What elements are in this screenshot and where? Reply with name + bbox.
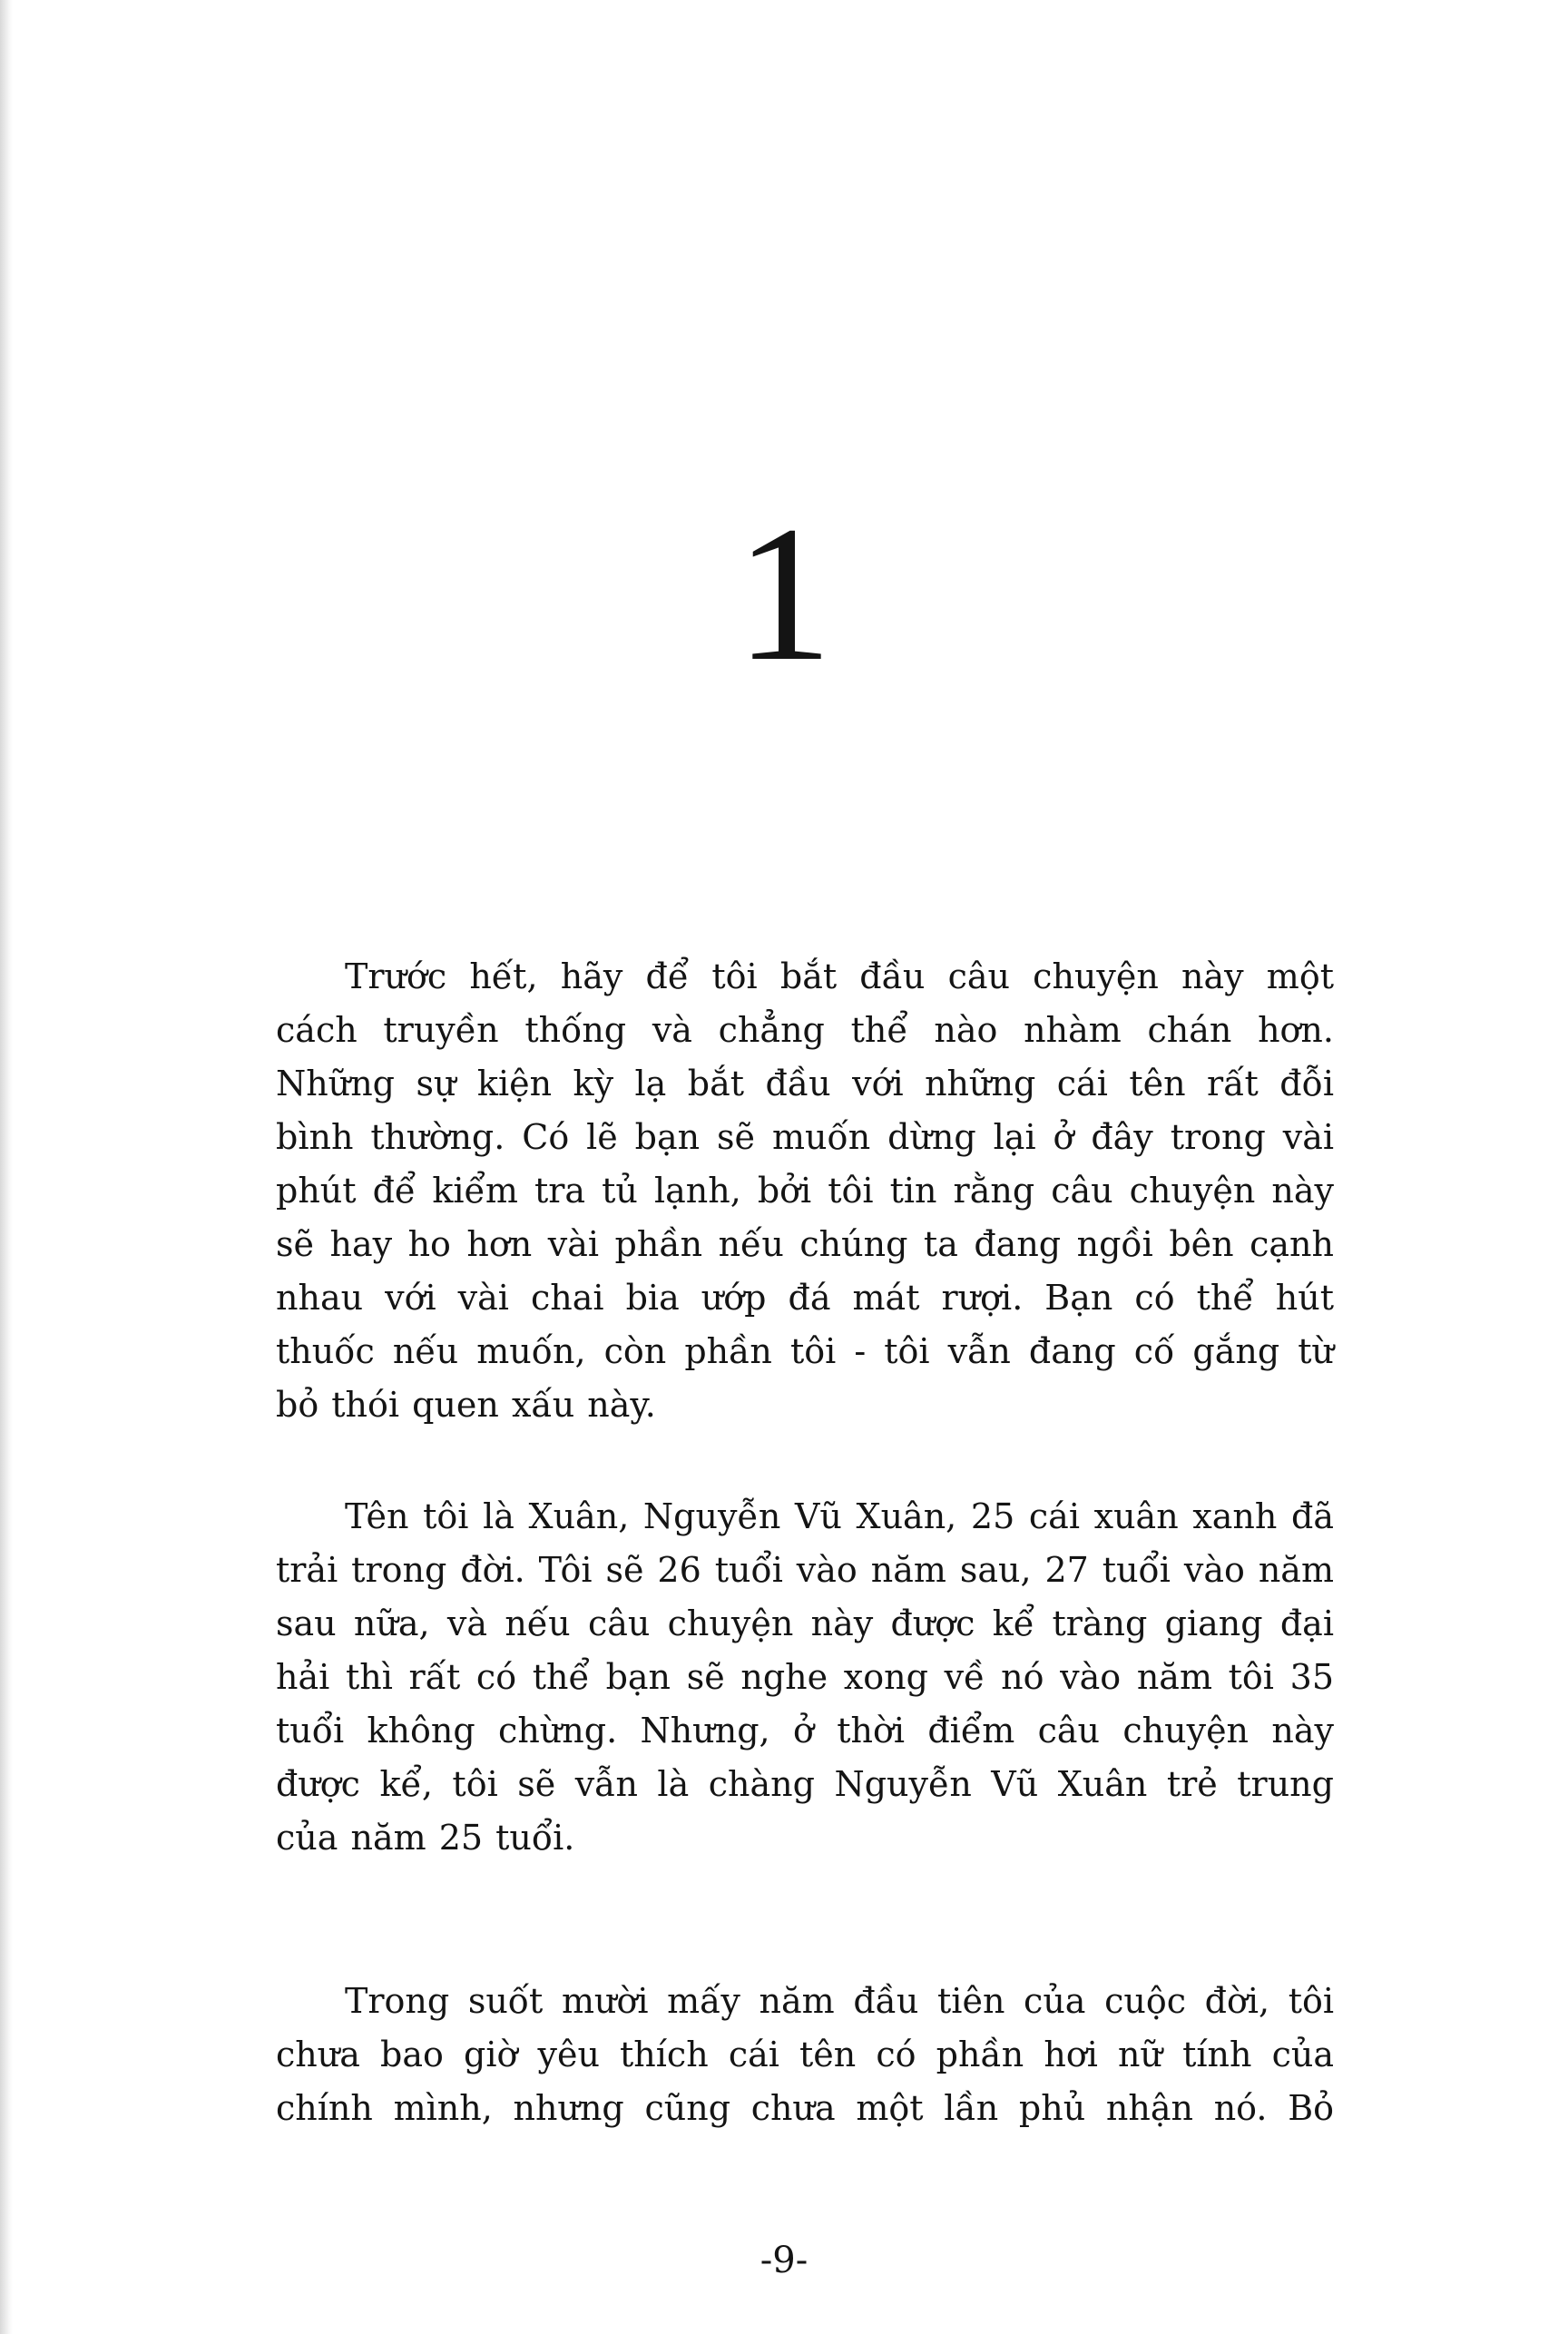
paragraph-line: Trước hết, hãy để tôi bắt đầu câu chuyện này một [345, 956, 1334, 996]
page-number: -9- [760, 2240, 808, 2281]
chapter-number: 1 [735, 486, 833, 701]
paragraph-line: thuốc nếu muốn, còn phần tôi - tôi vẫn đang cố gắng từ [276, 1331, 1334, 1371]
paragraph-line: được kể, tôi sẽ vẫn là chàng Nguyễn Vũ Xuân trẻ trung [276, 1764, 1334, 1804]
paragraph-line: sẽ hay ho hơn vài phần nếu chúng ta đang ngồi bên cạnh [276, 1224, 1334, 1264]
paragraph-line: Những sự kiện kỳ lạ bắt đầu với những cái tên rất đỗi [276, 1064, 1334, 1103]
paragraph-line: sau nữa, và nếu câu chuyện này được kể tràng giang đại [276, 1603, 1334, 1643]
paragraph-line: bỏ thói quen xấu này. [276, 1385, 656, 1425]
paragraph-line: trải trong đời. Tôi sẽ 26 tuổi vào năm sau, 27 tuổi vào năm [276, 1550, 1334, 1590]
paragraph-line: chính mình, nhưng cũng chưa một lần phủ nhận nó. Bỏ [276, 2088, 1334, 2128]
paragraph-line: phút để kiểm tra tủ lạnh, bởi tôi tin rằng câu chuyện này [276, 1171, 1334, 1211]
paragraph-line: cách truyền thống và chẳng thể nào nhàm chán hơn. [276, 1010, 1334, 1050]
paragraph-line: Trong suốt mười mấy năm đầu tiên của cuộc đời, tôi [345, 1981, 1334, 2021]
paragraph-line: hải thì rất có thể bạn sẽ nghe xong về nó vào năm tôi 35 [276, 1657, 1334, 1697]
paragraph-2 [276, 1490, 1334, 1865]
paragraph-line: nhau với vài chai bia ướp đá mát rượi. Bạn có thể hút [276, 1278, 1334, 1318]
paragraph-line: chưa bao giờ yêu thích cái tên có phần hơi nữ tính của [276, 2035, 1334, 2074]
paragraph-line: tuổi không chừng. Nhưng, ở thời điểm câu chuyện này [276, 1711, 1334, 1750]
page-edge-shadow [0, 0, 13, 2334]
paragraph-3 [276, 1975, 1334, 2135]
paragraph-line: bình thường. Có lẽ bạn sẽ muốn dừng lại ở đây trong vài [276, 1117, 1334, 1157]
paragraph-line: của năm 25 tuổi. [276, 1818, 575, 1858]
paragraph-1 [276, 950, 1334, 1432]
paragraph-line: Tên tôi là Xuân, Nguyễn Vũ Xuân, 25 cái xuân xanh đã [345, 1496, 1334, 1536]
